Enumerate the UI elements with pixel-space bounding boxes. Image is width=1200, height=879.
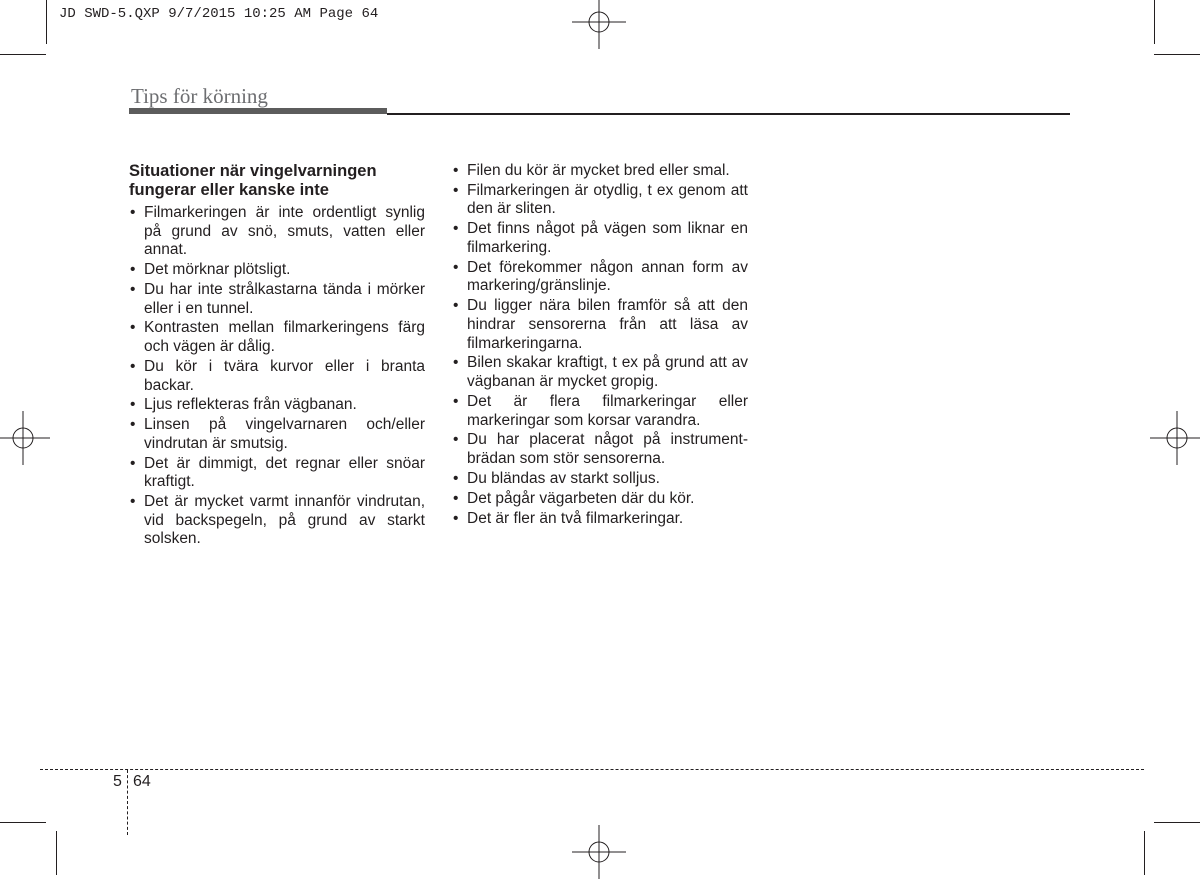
subsection-heading: Situationer när vingelvarningen fungerar eller kanske inte xyxy=(129,162,377,199)
right-bullet-list xyxy=(452,162,748,528)
registration-mark-bottom xyxy=(572,825,626,879)
list-item: • Filmarkeringen är otydlig, t ex genom att den är sliten. xyxy=(453,181,748,218)
list-item: • Det är fler än två filmarkeringar. xyxy=(453,509,684,527)
bullet-icon: • xyxy=(453,220,459,238)
print-slug: JD SWD-5.QXP 9/7/2015 10:25 AM Page 64 xyxy=(59,6,379,22)
bullet-icon: • xyxy=(130,493,136,511)
bullet-icon: • xyxy=(453,162,459,179)
bullet-icon: • xyxy=(453,431,459,449)
bullet-icon: • xyxy=(130,454,136,472)
right-column xyxy=(452,162,748,530)
page-number: 64 xyxy=(133,773,151,790)
footer-dashed-divider xyxy=(127,770,128,835)
section-title: Tips för körning xyxy=(131,84,268,108)
bullet-icon: • xyxy=(453,258,459,276)
bullet-icon: • xyxy=(130,204,136,221)
bullet-icon: • xyxy=(453,489,459,507)
bullet-icon: • xyxy=(453,297,459,315)
bullet-icon: • xyxy=(453,469,459,487)
list-item: • Du har inte strålkastarna tända i mörker eller i en tunnel. xyxy=(130,280,425,317)
list-item: • Det förekommer någon annan form av markering/gränslinje. xyxy=(453,258,748,295)
list-item: • Du kör i tvära kurvor eller i branta backar. xyxy=(130,357,425,394)
bullet-icon: • xyxy=(130,280,136,298)
list-item: • Det finns något på vägen som liknar en filmarkering. xyxy=(453,220,748,256)
list-item: • Bilen skakar kraftigt, t ex på grund att av vägbanan är mycket gropig. xyxy=(453,354,748,391)
list-item: • Du har placerat något på instrument-brädan som stör sensorerna. xyxy=(453,431,748,467)
footer-dashed-rule xyxy=(40,769,1144,770)
header-rule-thin xyxy=(387,113,1070,115)
list-item: • Det är flera filmarkeringar eller markeringar som korsar varandra. xyxy=(453,392,748,429)
left-bullet-list xyxy=(129,204,425,549)
list-item: • Det är mycket varmt innanför vindrutan, vid backspegeln, på grund av starkt solsken. xyxy=(130,493,425,548)
left-column xyxy=(129,162,425,550)
list-item: • Kontrasten mellan filmarkeringens färg och vägen är dålig. xyxy=(130,319,425,356)
bullet-icon: • xyxy=(453,354,459,372)
list-item: • Du ligger nära bilen framför så att den hindrar sensorerna från att läsa av filmarkeringarna. xyxy=(453,297,748,352)
list-item: • Det är dimmigt, det regnar eller snöar kraftigt. xyxy=(130,454,425,491)
list-item: • Filmarkeringen är inte ordentligt synlig på grund av snö, smuts, vatten eller annat. xyxy=(130,204,425,259)
list-item: • Det pågår vägarbeten där du kör. xyxy=(453,489,695,507)
bullet-icon: • xyxy=(453,181,459,199)
bullet-icon: • xyxy=(130,319,136,337)
bullet-icon: • xyxy=(130,396,136,414)
registration-mark-left xyxy=(0,411,50,465)
list-item: • Filen du kör är mycket bred eller smal. xyxy=(453,162,730,179)
bullet-icon: • xyxy=(453,392,459,410)
list-item: • Du bländas av starkt solljus. xyxy=(453,469,660,487)
registration-mark-top xyxy=(572,0,626,49)
list-item: • Det mörknar plötsligt. xyxy=(130,261,291,279)
bullet-icon: • xyxy=(130,416,136,434)
registration-mark-right xyxy=(1150,411,1200,465)
bullet-icon: • xyxy=(130,357,136,375)
chapter-number: 5 xyxy=(113,773,122,790)
bullet-icon: • xyxy=(453,509,459,527)
list-item: • Linsen på vingelvarnaren och/eller vindrutan är smutsig. xyxy=(130,416,425,452)
header-rule-thick xyxy=(129,108,387,114)
list-item: • Ljus reflekteras från vägbanan. xyxy=(130,396,357,414)
bullet-icon: • xyxy=(130,261,136,279)
